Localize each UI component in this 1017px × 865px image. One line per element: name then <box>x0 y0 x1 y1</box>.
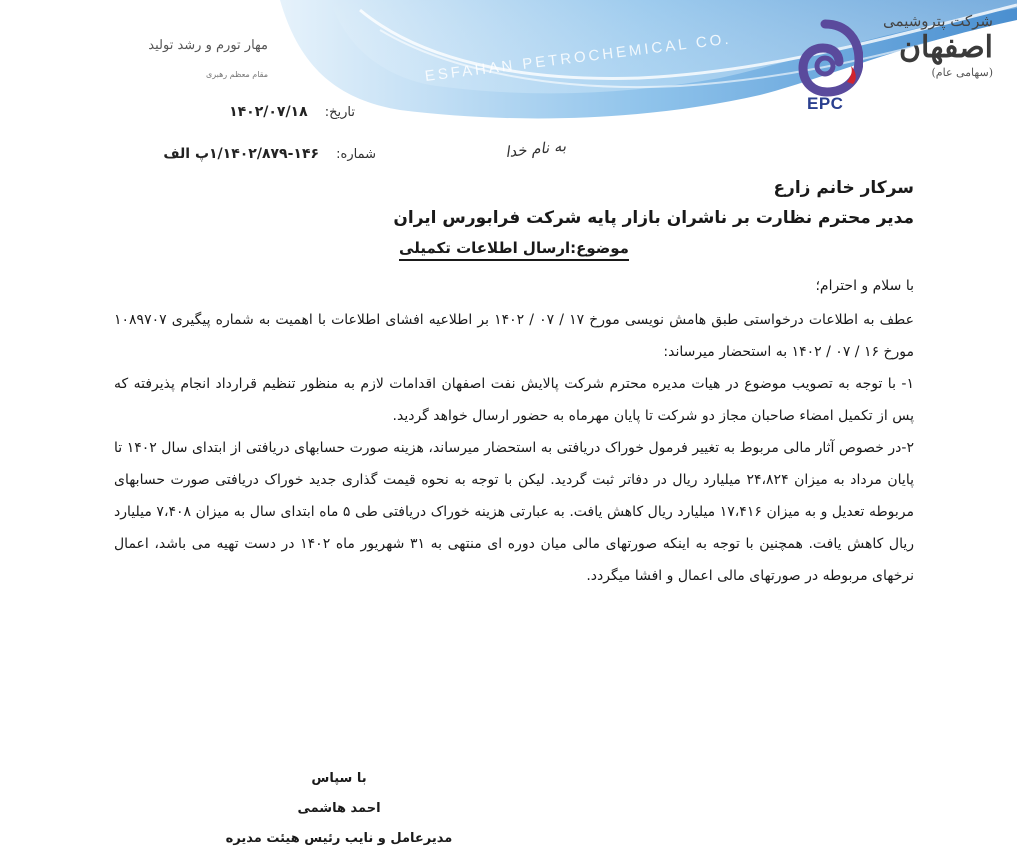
company-name-line2: اصفهان <box>899 30 993 65</box>
subject-text: موضوع:ارسال اطلاعات تکمیلی <box>399 239 629 261</box>
company-logo <box>787 8 997 123</box>
date-label: تاریخ: <box>324 105 355 120</box>
signature-name: احمد هاشمی <box>297 801 381 816</box>
number-value: ۱۴۶-۱/۱۴۰۲/۸۷۹پ الف <box>163 146 320 162</box>
paragraph-item-1: ۱- با توجه به تصویب موضوع در هیات مدیره محترم شرکت پالایش نفت اصفهان اقدامات لازم به منظور تنظیم قرارداد انجام پذیرفته که پس از تکمیل امضاء صاحبان مجاز دو شرکت تا پایان مهرماه به حضور ارسال خواهد گردید. <box>114 376 914 424</box>
paragraph-item-2: ۲-در خصوص آثار مالی مربوط به تغییر فرمول خوراک دریافتی به استحضار میرساند، هزینه صورت حسابهای دریافتی از ابتدای سال ۱۴۰۲ تا پایان مرداد به میزان ۲۴،۸۲۴ میلیارد ریال در دفاتر ثبت گردید. لیکن با توجه به نحوه قیمت گذاری جدید خوراک دریافتی صورت حسابهای مربوطه تعدیل و به میزان ۱۷،۴۱۶ میلیارد ریال کاهش یافت. به عبارتی هزینه خوراک دریافتی طی ۵ ماه ابتدای سال به میزان ۷،۴۰۸ میلیارد ریال کاهش یافت. همچنین با توجه به اینکه صورتهای مالی میان دوره ای منتهی به ۳۱ شهریور ماه ۱۴۰۲ در دست تهیه می باشد، اعمال نرخهای مربوطه در صورتهای مالی اعمال و افشا میگردد. <box>114 440 914 584</box>
subject-line <box>114 238 914 258</box>
date-value: ۱۴۰۲/۰۷/۱۸ <box>229 104 308 120</box>
company-name <box>863 12 993 80</box>
slogan: مهار تورم و رشد تولید <box>148 38 268 53</box>
recipient-name: سرکار خانم زارع <box>773 178 914 198</box>
signature-block <box>219 770 459 860</box>
company-type: (سهامی عام) <box>931 66 993 79</box>
slogan-attribution: مقام معظم رهبری <box>205 70 268 79</box>
signature-title: مدیرعامل و نایب رئیس هیئت مدیره <box>225 831 453 846</box>
date-row <box>229 101 355 120</box>
invocation-text: به نام خدا <box>504 136 567 162</box>
number-label: شماره: <box>336 147 376 162</box>
signature-closing: با سپاس <box>311 771 367 786</box>
brand-abbreviation: EPC <box>807 94 844 113</box>
recipient-title: مدیر محترم نظارت بر ناشران بازار پایه شرکت فرابورس ایران <box>393 208 914 228</box>
letter-body <box>114 178 914 592</box>
company-name-line1: شرکت پتروشیمی <box>883 12 993 30</box>
paragraph-reference: عطف به اطلاعات درخواستی طبق هامش نویسی مورخ ۱۷ / ۰۷ / ۱۴۰۲ بر اطلاعیه افشای اطلاعات با اهمیت به شماره پیگیری ۱۰۸۹۷۰۷ مورخ ۱۶ / ۰۷ / ۱۴۰۲ به استحضار میرساند: <box>114 312 914 360</box>
watermark-text: ESFAHAN PETROCHEMICAL CO. <box>423 30 733 85</box>
number-row <box>163 143 376 162</box>
greeting: با سلام و احترام؛ <box>815 278 914 294</box>
